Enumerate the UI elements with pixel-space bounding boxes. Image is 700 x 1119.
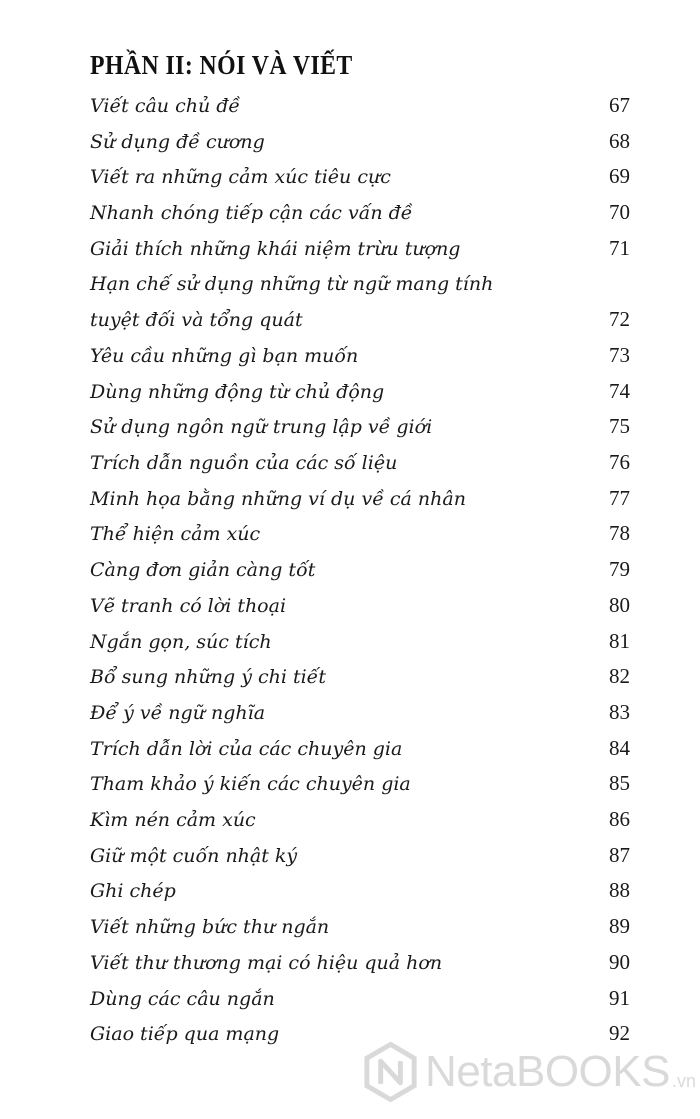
toc-entry-title: Vẽ tranh có lời thoại (90, 594, 287, 617)
toc-entry-page: 76 (609, 450, 630, 474)
toc-entry-page: 67 (609, 93, 630, 117)
toc-entry-page: 87 (609, 842, 630, 867)
toc-entry-title: Giao tiếp qua mạng (90, 1023, 280, 1046)
toc-entry-page: 72 (609, 307, 630, 332)
toc-entry (90, 766, 630, 800)
toc-entry (90, 409, 630, 443)
toc-entry (90, 516, 630, 550)
toc-entry-page: 71 (609, 235, 630, 260)
toc-entry (90, 552, 630, 586)
toc-entry-page: 68 (609, 128, 630, 153)
toc-entry (90, 945, 630, 979)
toc-entry-page: 84 (609, 735, 630, 760)
toc-entry-page: 91 (609, 985, 630, 1010)
toc-entry-title: Viết thư thương mại có hiệu quả hơn (90, 951, 443, 974)
toc-entry-title: Kìm nén cảm xúc (90, 809, 256, 831)
toc-entry-title: Trích dẫn lời của các chuyên gia (90, 737, 403, 760)
watermark-suffix: .vn (671, 1070, 696, 1091)
toc-entry-page: 74 (609, 378, 630, 403)
toc-entry-title: Ghi chép (90, 880, 176, 903)
watermark (360, 1037, 696, 1107)
toc-entry-title: Yêu cầu những gì bạn muốn (90, 344, 359, 367)
toc-entry-page: 77 (609, 485, 630, 510)
toc-entry-page: 88 (609, 878, 630, 903)
toc-entry (90, 159, 630, 193)
toc-entry-title: Dùng các câu ngắn (90, 987, 275, 1010)
toc-entry-page: 81 (609, 628, 630, 653)
netabooks-logo-icon (360, 1041, 421, 1103)
toc-entry-page: 89 (609, 914, 630, 939)
toc-entry (90, 873, 630, 907)
section-heading: PHẦN II: NÓI VÀ VIẾT (90, 50, 353, 80)
toc-entry-page: 83 (609, 699, 630, 724)
toc-entry-title: Càng đơn giản càng tốt (90, 559, 316, 582)
toc-entry-title: Thể hiện cảm xúc (90, 523, 261, 546)
toc-entry-title: Tham khảo ý kiến các chuyên gia (90, 773, 411, 796)
toc-entry-page: 69 (609, 164, 630, 189)
toc-entry-title: Sử dụng ngôn ngữ trung lập về giới (90, 416, 433, 439)
toc-entry-page: 82 (609, 664, 630, 689)
toc-entry-title: Viết những bức thư ngắn (90, 916, 330, 939)
toc-entry-title: Ngắn gọn, súc tích (90, 630, 272, 653)
toc-entry-title: Sử dụng đề cương (90, 130, 265, 153)
toc-entry-title: Giải thích những khái niệm trừu tượng (90, 237, 461, 260)
toc-entry-title: tuyệt đối và tổng quát (90, 309, 303, 332)
toc-entry-title: Hạn chế sử dụng những từ ngữ mang tính (90, 272, 494, 295)
toc-entry-page: 79 (609, 557, 630, 582)
watermark-brand: NetaBOOKS (425, 1047, 670, 1096)
toc-entry-page: 78 (609, 521, 630, 546)
toc-entry-page: 90 (609, 949, 630, 974)
toc-entry-title: Bổ sung những ý chi tiết (90, 666, 327, 689)
toc-entry-page: 73 (609, 342, 630, 367)
toc-entry-page: 80 (609, 592, 630, 617)
toc-entry (90, 124, 630, 158)
toc-entry (90, 195, 630, 229)
toc-entry (90, 267, 630, 301)
toc-entry-title: Viết ra những cảm xúc tiêu cực (90, 166, 391, 189)
toc-entry-page: 85 (609, 771, 630, 796)
toc-entry (90, 338, 630, 372)
toc-entry-title: Để ý về ngữ nghĩa (90, 701, 266, 724)
toc-entry-page: 70 (609, 200, 630, 225)
toc-entry-title: Trích dẫn nguồn của các số liệu (90, 452, 398, 474)
toc-entry-page: 92 (609, 1021, 630, 1046)
toc-entry (90, 659, 630, 693)
toc-entry (90, 374, 630, 408)
toc-entry-title: Dùng những động từ chủ động (90, 380, 385, 403)
toc-entry (90, 802, 630, 836)
toc-entry (90, 909, 630, 943)
toc-entry (90, 838, 630, 872)
toc-entry-page: 75 (609, 414, 630, 439)
toc-entry-page: 86 (609, 807, 630, 831)
toc-entry-title: Giữ một cuốn nhật ký (90, 844, 298, 867)
toc-entry (90, 695, 630, 729)
toc-entry (90, 624, 630, 658)
toc-entry-title: Minh họa bằng những ví dụ về cá nhân (90, 487, 466, 510)
toc-entry-title: Viết câu chủ đề (90, 95, 241, 117)
toc-entry-title: Nhanh chóng tiếp cận các vấn đề (90, 202, 413, 225)
toc-entry (90, 302, 630, 336)
toc-entry (90, 231, 630, 265)
toc-entry (90, 481, 630, 515)
toc-entry (90, 88, 630, 122)
toc-entry (90, 588, 630, 622)
toc-entry (90, 731, 630, 765)
toc-entry (90, 445, 630, 479)
toc-entry (90, 981, 630, 1015)
